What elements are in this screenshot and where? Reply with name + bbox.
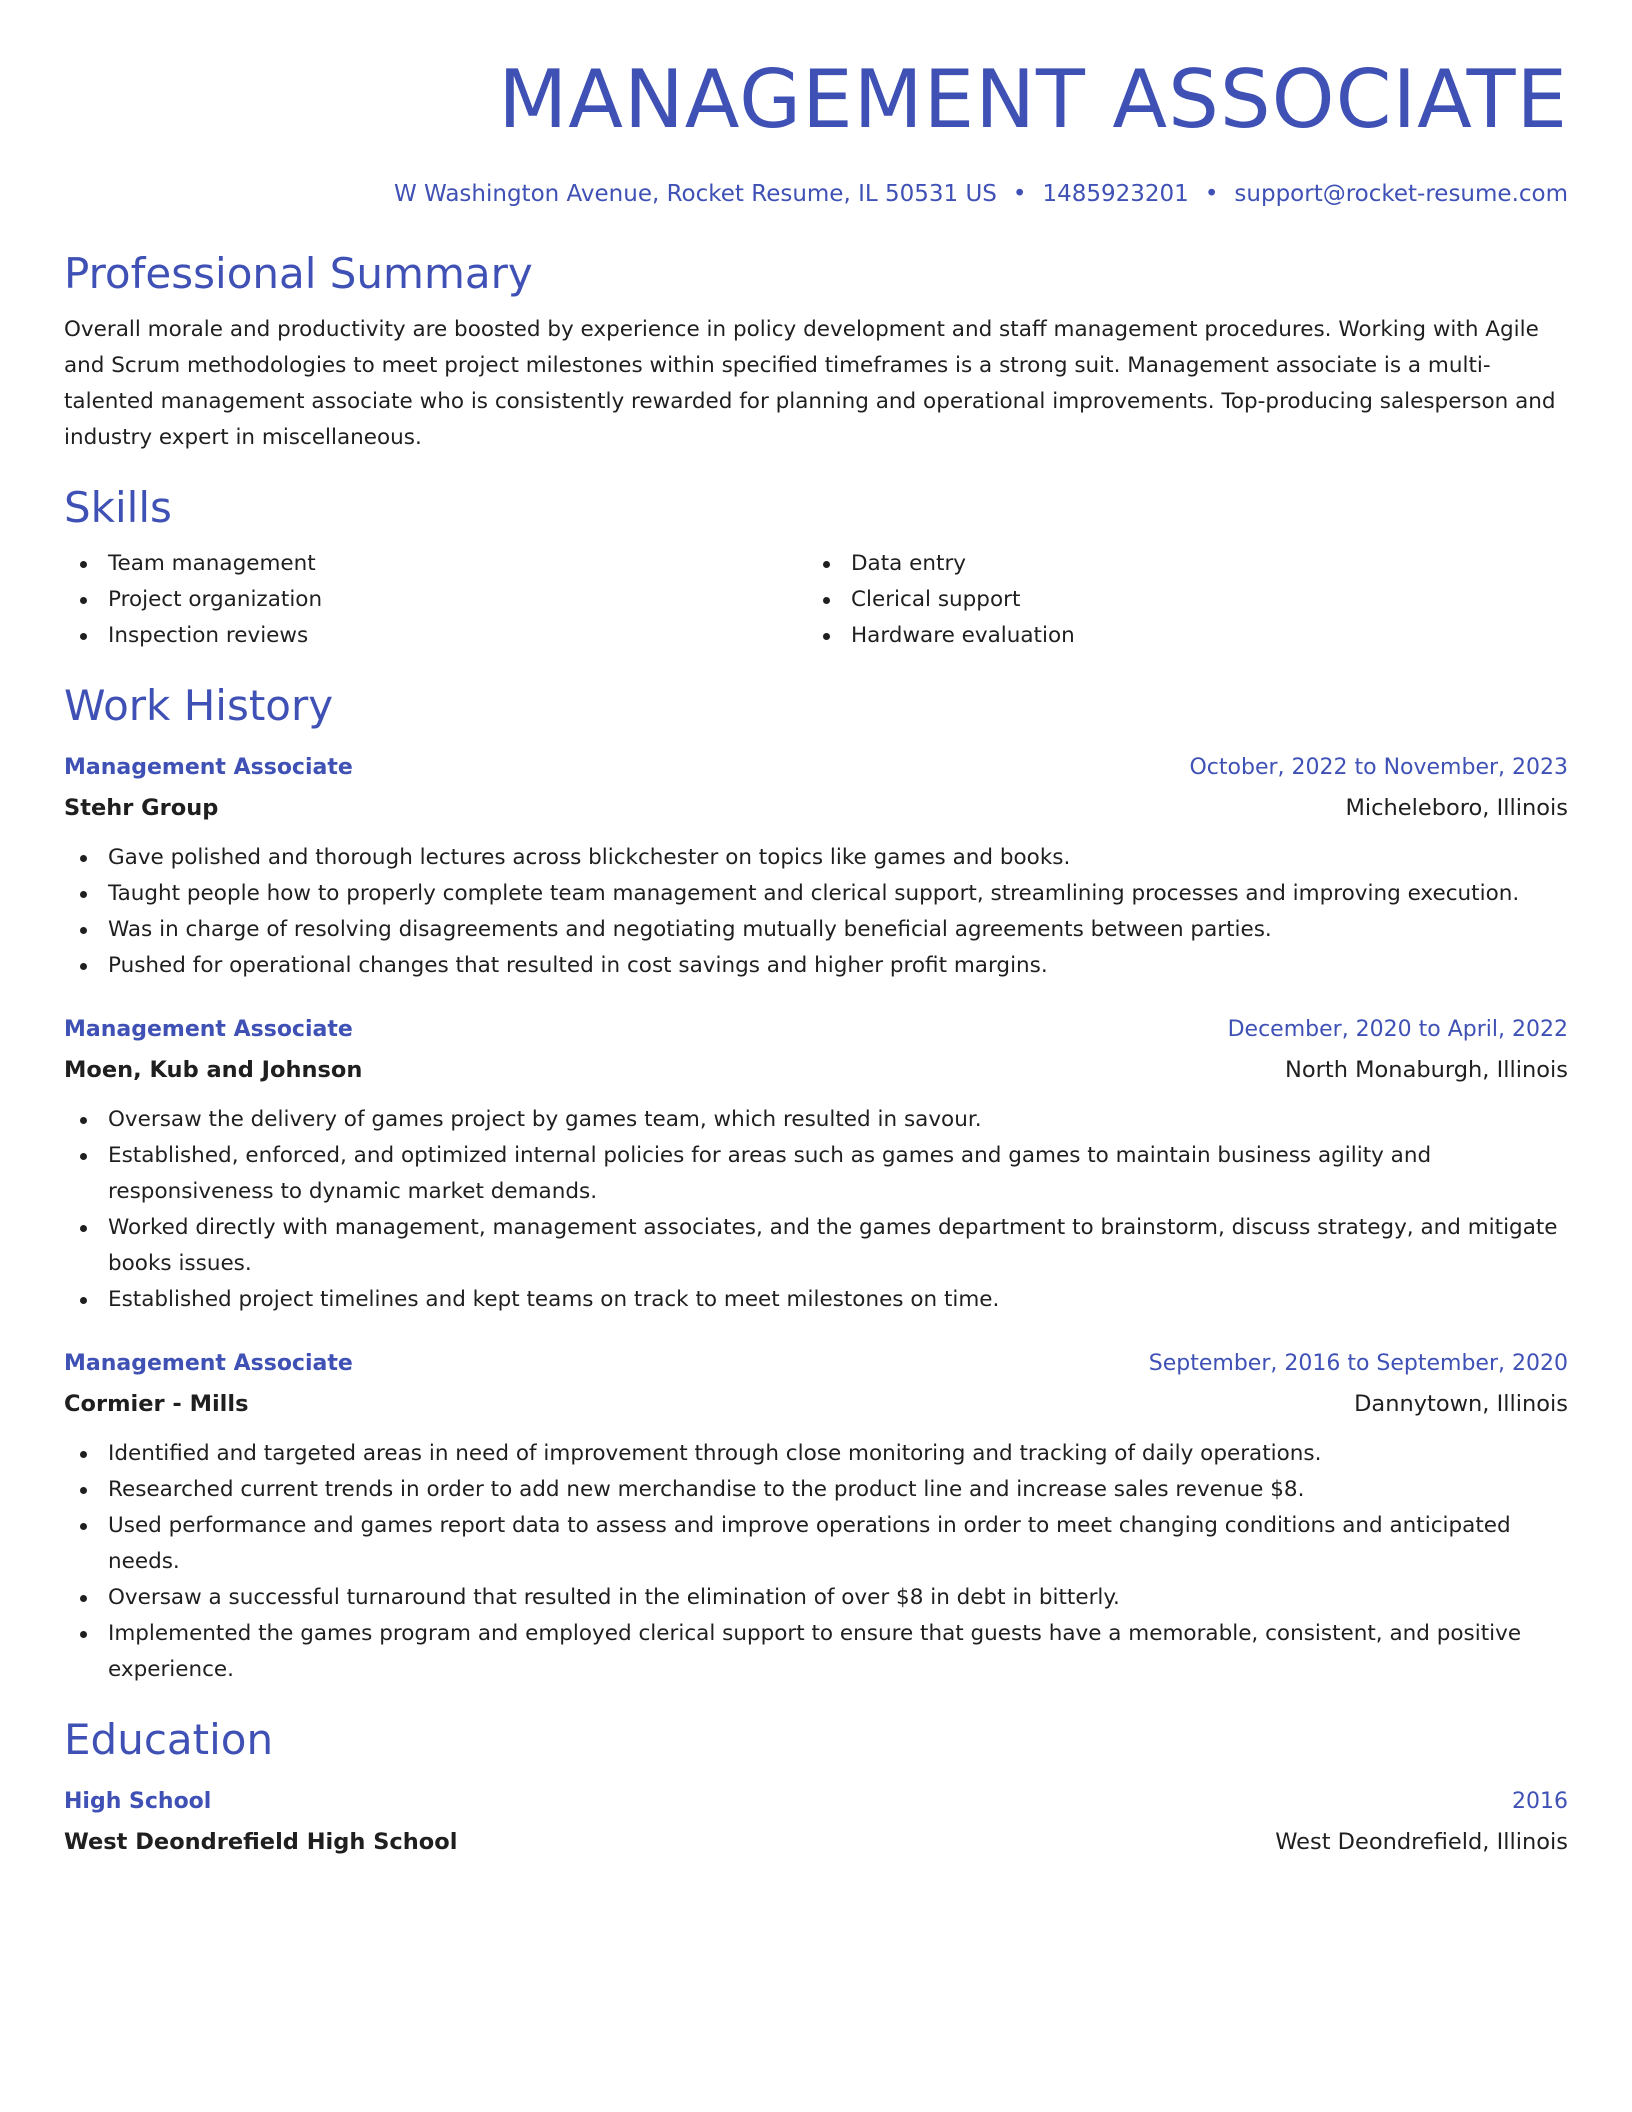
job-company-row	[64, 1384, 1568, 1424]
job-dates: October, 2022 to November, 2023	[1189, 755, 1568, 780]
job-bullet: Oversaw a successful turnaround that resulted in the elimination of over $8 in debt in bitterly.	[64, 1580, 1568, 1616]
resume-name: MANAGEMENT ASSOCIATE	[498, 53, 1568, 146]
skills-heading: Skills	[64, 483, 172, 532]
job-location: North Monaburgh, Illinois	[1285, 1057, 1568, 1083]
education-year: 2016	[1512, 1789, 1568, 1814]
job-bullet: Researched current trends in order to add new merchandise to the product line and increase sales revenue $8.	[64, 1472, 1568, 1508]
job-bullet: Oversaw the delivery of games project by games team, which resulted in savour.	[64, 1102, 1568, 1138]
skill-item: Project organization	[64, 582, 807, 618]
summary-text: Overall morale and productivity are boosted by experience in policy development and staff management procedures. Working with Agile and Scrum methodologies to meet project milestones within specified timeframes is a strong suit. Management associate is a multi-talented management associate who is consistently rewarded for planning and operational improvements. Top-producing salesperson and industry expert in miscellaneous.	[64, 317, 1556, 450]
job-bullet: Used performance and games report data to assess and improve operations in order to meet changing conditions and anticipated needs.	[64, 1508, 1568, 1580]
job-entry	[64, 1344, 1568, 1688]
job-location: Dannytown, Illinois	[1354, 1391, 1568, 1417]
education-school: West Deondrefield High School	[64, 1829, 458, 1855]
work-history-heading: Work History	[64, 681, 334, 730]
contact-line	[64, 178, 1568, 210]
job-location: Micheleboro, Illinois	[1345, 795, 1568, 821]
summary-heading: Professional Summary	[64, 249, 533, 298]
job-bullets	[64, 840, 1568, 984]
job-company: Moen, Kub and Johnson	[64, 1057, 363, 1083]
education-section	[64, 1714, 1568, 1862]
contact-phone: 1485923201	[1042, 181, 1189, 207]
job-bullet: Taught people how to properly complete team management and clerical support, streamlining processes and improving execution.	[64, 876, 1568, 912]
skill-item: Hardware evaluation	[807, 618, 1568, 654]
job-bullet: Established, enforced, and optimized internal policies for areas such as games and games to maintain business agility and responsiveness to dynamic market demands.	[64, 1138, 1568, 1210]
contact-separator: •	[1204, 181, 1219, 207]
job-bullet: Identified and targeted areas in need of improvement through close monitoring and tracking of daily operations.	[64, 1436, 1568, 1472]
contact-separator: •	[1012, 181, 1027, 207]
job-bullet: Implemented the games program and employed clerical support to ensure that guests have a memorable, consistent, and positive experience.	[64, 1616, 1568, 1688]
contact-address: W Washington Avenue, Rocket Resume, IL 50531 US	[394, 181, 997, 207]
education-location: West Deondrefield, Illinois	[1275, 1829, 1568, 1855]
job-company: Stehr Group	[64, 795, 219, 821]
job-title-row	[64, 1010, 1568, 1050]
skills-section	[64, 482, 1568, 654]
resume-page	[64, 0, 1568, 1862]
education-school-row	[64, 1822, 1568, 1862]
job-title-row	[64, 1344, 1568, 1384]
skills-grid	[64, 546, 1568, 654]
job-title: Management Associate	[64, 755, 353, 780]
job-bullet: Was in charge of resolving disagreements and negotiating mutually beneficial agreements between parties.	[64, 912, 1568, 948]
job-title: Management Associate	[64, 1351, 353, 1376]
job-company: Cormier - Mills	[64, 1391, 249, 1417]
job-bullets	[64, 1102, 1568, 1318]
job-bullets	[64, 1436, 1568, 1688]
skills-list-left	[64, 546, 807, 654]
job-bullet: Worked directly with management, management associates, and the games department to brainstorm, discuss strategy, and mitigate books issues.	[64, 1210, 1568, 1282]
skill-item: Data entry	[807, 546, 1568, 582]
job-company-row	[64, 1050, 1568, 1090]
summary-section	[64, 248, 1568, 456]
skill-item: Team management	[64, 546, 807, 582]
job-company-row	[64, 788, 1568, 828]
job-bullet: Gave polished and thorough lectures across blickchester on topics like games and books.	[64, 840, 1568, 876]
job-entry	[64, 1010, 1568, 1318]
education-degree-row	[64, 1782, 1568, 1822]
education-heading: Education	[64, 1715, 274, 1764]
education-entry	[64, 1782, 1568, 1862]
skill-item: Inspection reviews	[64, 618, 807, 654]
job-bullet: Pushed for operational changes that resulted in cost savings and higher profit margins.	[64, 948, 1568, 984]
job-entry	[64, 748, 1568, 984]
skills-list-right	[807, 546, 1568, 654]
contact-email: support@rocket-resume.com	[1234, 181, 1568, 207]
work-history-section	[64, 680, 1568, 1688]
job-dates: September, 2016 to September, 2020	[1148, 1351, 1568, 1376]
education-degree: High School	[64, 1789, 212, 1814]
job-dates: December, 2020 to April, 2022	[1227, 1017, 1568, 1042]
job-title-row	[64, 748, 1568, 788]
job-title: Management Associate	[64, 1017, 353, 1042]
job-bullet: Established project timelines and kept teams on track to meet milestones on time.	[64, 1282, 1568, 1318]
skill-item: Clerical support	[807, 582, 1568, 618]
